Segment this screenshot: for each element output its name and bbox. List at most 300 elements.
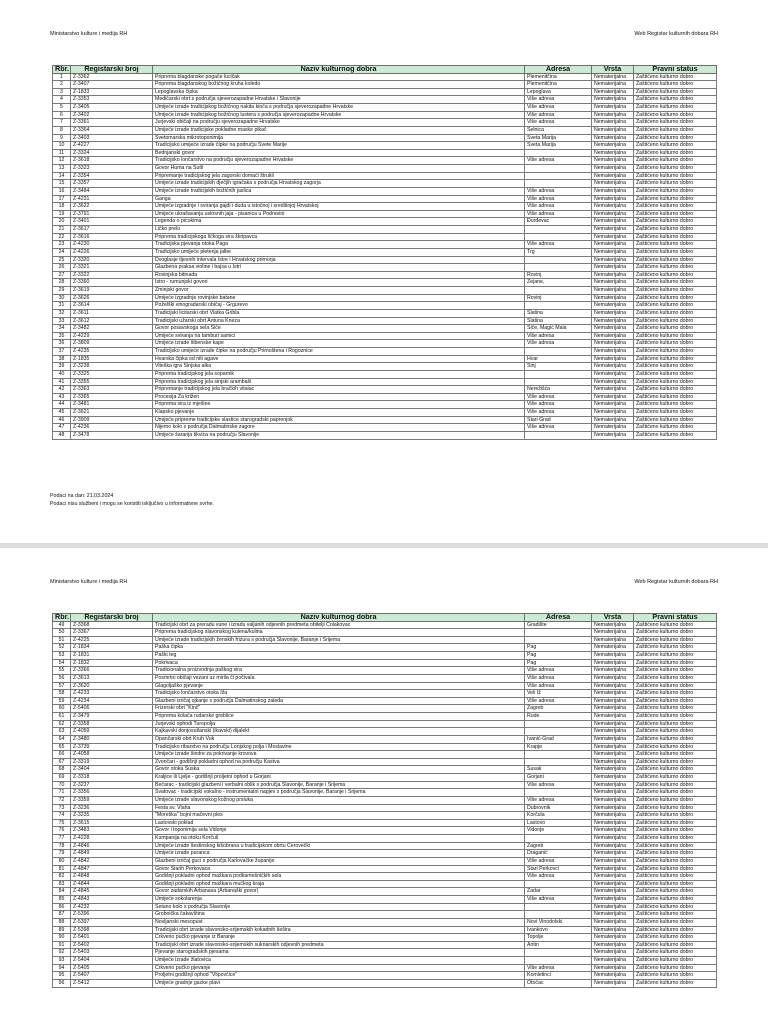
cell-address: Slatina xyxy=(525,317,592,325)
cell-registry-number: Z-3909 xyxy=(71,416,153,424)
cell-registry-number: Z-3482 xyxy=(71,325,153,333)
table-row xyxy=(53,713,717,721)
cell-legal-status: Zaštićeno kulturno dobro xyxy=(634,195,717,203)
cell-address xyxy=(525,264,592,272)
cell-type: Nematerijalna xyxy=(592,690,634,698)
cell-name: Umijeće izrade tradicijskog božićnog lustera s područja sjeverozapadne Hrvatske xyxy=(153,111,525,119)
cell-registry-number: Z-5403 xyxy=(71,949,153,957)
cell-name: Kajkavski donjosutlanski (ikavski) dijalekt xyxy=(153,728,525,736)
cell-type: Nematerijalna xyxy=(592,363,634,371)
cell-address: Gorjani xyxy=(525,774,592,782)
cell-rbr: 46 xyxy=(53,416,71,424)
ministry-name: Ministarstvo kulture i medija RH xyxy=(50,31,128,37)
table-row xyxy=(53,149,717,157)
cell-rbr: 70 xyxy=(53,781,71,789)
cell-rbr: 13 xyxy=(53,165,71,173)
cell-name: Umijeće izrade tradicijskog božićnog nakita kinča s područja sjeverozapadne Hrvatske xyxy=(153,104,525,112)
cell-address: Stari Perkovci xyxy=(525,865,592,873)
cell-rbr: 6 xyxy=(53,111,71,119)
cell-name: Govor Huma na Sutli xyxy=(153,165,525,173)
cell-type: Nematerijalna xyxy=(592,781,634,789)
cell-name: Govor i toponimija sela Vidonje xyxy=(153,827,525,835)
cell-legal-status: Zaštićeno kulturno dobro xyxy=(634,621,717,629)
cell-rbr: 78 xyxy=(53,842,71,850)
cell-legal-status: Zaštićeno kulturno dobro xyxy=(634,949,717,957)
cell-rbr: 62 xyxy=(53,720,71,728)
table-body xyxy=(53,73,717,439)
cell-registry-number: Z-3407 xyxy=(71,81,153,89)
table-row xyxy=(53,758,717,766)
cell-address xyxy=(525,226,592,234)
cell-address: Korčula xyxy=(525,812,592,820)
table-row xyxy=(53,340,717,348)
cell-name: Umijeće izgradnje i sviranja gajdi i duda u istočnoj i središnjoj Hrvatskoj xyxy=(153,203,525,211)
cell-rbr: 79 xyxy=(53,850,71,858)
cell-legal-status: Zaštićeno kulturno dobro xyxy=(634,979,717,987)
cell-registry-number: Z-3619 xyxy=(71,287,153,295)
cell-rbr: 94 xyxy=(53,964,71,972)
cell-registry-number: Z-3235 xyxy=(71,812,153,820)
cell-rbr: 22 xyxy=(53,233,71,241)
cell-address: Više adresa xyxy=(525,796,592,804)
cell-address xyxy=(525,789,592,797)
cell-name: Tradicijsko umijeće izrade čipke na području Svete Marije xyxy=(153,142,525,150)
cell-registry-number: Z-5405 xyxy=(71,964,153,972)
cell-type: Nematerijalna xyxy=(592,378,634,386)
cell-legal-status: Zaštićeno kulturno dobro xyxy=(634,134,717,142)
cell-rbr: 17 xyxy=(53,195,71,203)
cell-registry-number: Z-3483 xyxy=(71,827,153,835)
cell-type: Nematerijalna xyxy=(592,233,634,241)
cell-rbr: 89 xyxy=(53,926,71,934)
cell-registry-number: Z-3361 xyxy=(71,119,153,127)
cell-registry-number: Z-3739 xyxy=(71,743,153,751)
cell-name: Opančarski obrt Kruh Vuk xyxy=(153,735,525,743)
cell-legal-status: Zaštićeno kulturno dobro xyxy=(634,378,717,386)
cell-address: Zagreb xyxy=(525,705,592,713)
cell-rbr: 28 xyxy=(53,279,71,287)
cell-name: Umijeće gradnje gacke plavi xyxy=(153,979,525,987)
cell-legal-status: Zaštićeno kulturno dobro xyxy=(634,271,717,279)
cell-name: Priprema tradicijskog jela soparnik xyxy=(153,370,525,378)
cell-address: Sveta Marija xyxy=(525,142,592,150)
cell-registry-number: Z-3238 xyxy=(71,363,153,371)
cell-name: Priprema blagdanske pogače lucičak xyxy=(153,73,525,81)
cell-legal-status: Zaštićeno kulturno dobro xyxy=(634,172,717,180)
cell-registry-number: Z-3403 xyxy=(71,134,153,142)
cell-rbr: 35 xyxy=(53,332,71,340)
cell-name: Pokrivaca xyxy=(153,659,525,667)
cell-name: Kumpanija na otoku Korčuli xyxy=(153,835,525,843)
cell-rbr: 3 xyxy=(53,88,71,96)
cell-registry-number: Z-3809 xyxy=(71,340,153,348)
cell-address: Lastovo xyxy=(525,819,592,827)
cell-name: Crkveno pučko pjevanje iz Baranje xyxy=(153,934,525,942)
table-row xyxy=(53,926,717,934)
cell-registry-number: Z-3236 xyxy=(71,804,153,812)
cell-type: Nematerijalna xyxy=(592,340,634,348)
cell-registry-number: Z-4843 xyxy=(71,896,153,904)
cell-legal-status: Zaštićeno kulturno dobro xyxy=(634,857,717,865)
cell-address: Vidonje xyxy=(525,827,592,835)
cell-type: Nematerijalna xyxy=(592,111,634,119)
cell-type: Nematerijalna xyxy=(592,96,634,104)
cell-legal-status: Zaštićeno kulturno dobro xyxy=(634,674,717,682)
cell-name: Glagoljaško pjevanje xyxy=(153,682,525,690)
table-row xyxy=(53,644,717,652)
table-row xyxy=(53,796,717,804)
cell-name: Kraljice ili Ljelje - godišnji proljetni ophod u Gorjani xyxy=(153,774,525,782)
cell-type: Nematerijalna xyxy=(592,743,634,751)
table-row xyxy=(53,401,717,409)
table-row xyxy=(53,126,717,134)
cell-address xyxy=(525,431,592,439)
cell-name: Legenda o picokima xyxy=(153,218,525,226)
cell-name: Tradicijsko lončarstvo otoka Iža xyxy=(153,690,525,698)
cell-type: Nematerijalna xyxy=(592,644,634,652)
cell-rbr: 54 xyxy=(53,659,71,667)
cell-name: Priprema tradicijskog slavonskog kulena/kulina xyxy=(153,629,525,637)
cell-name: Šetano kolo s područja Slavonije xyxy=(153,903,525,911)
table-row xyxy=(53,119,717,127)
cell-registry-number: Z-1832 xyxy=(71,659,153,667)
cell-type: Nematerijalna xyxy=(592,195,634,203)
cell-registry-number: Z-3479 xyxy=(71,713,153,721)
cell-type: Nematerijalna xyxy=(592,134,634,142)
cell-address: Više adresa xyxy=(525,896,592,904)
cell-registry-number: Z-3626 xyxy=(71,294,153,302)
table-row xyxy=(53,111,717,119)
cell-rbr: 47 xyxy=(53,424,71,432)
cell-legal-status: Zaštićeno kulturno dobro xyxy=(634,248,717,256)
cell-legal-status: Zaštićeno kulturno dobro xyxy=(634,644,717,652)
cell-registry-number: Z-3318 xyxy=(71,774,153,782)
cell-name: Godišnji pokladni ophod maškara mućkog kraja xyxy=(153,880,525,888)
table-row xyxy=(53,142,717,150)
cell-address: Gradište xyxy=(525,621,592,629)
cell-type: Nematerijalna xyxy=(592,241,634,249)
cell-legal-status: Zaštićeno kulturno dobro xyxy=(634,309,717,317)
cell-address: Stari Grad xyxy=(525,416,592,424)
col-header-address: Adresa xyxy=(525,66,592,74)
cell-address xyxy=(525,287,592,295)
cell-rbr: 83 xyxy=(53,880,71,888)
table-row xyxy=(53,294,717,302)
cell-name: Pripremanje tradicijskog jela zagorski domaći štrukli xyxy=(153,172,525,180)
cell-type: Nematerijalna xyxy=(592,157,634,165)
cell-registry-number: Z-3405 xyxy=(71,104,153,112)
cell-name: Bećarac - tradicijski glazbeni i verbalni oblik s područja Slavonije, Baranje i Srijema xyxy=(153,781,525,789)
cell-registry-number: Z-4849 xyxy=(71,850,153,858)
cell-type: Nematerijalna xyxy=(592,355,634,363)
cell-rbr: 52 xyxy=(53,644,71,652)
cell-type: Nematerijalna xyxy=(592,348,634,356)
col-header-type: Vrsta xyxy=(592,614,634,622)
cell-address: Plemenitčina xyxy=(525,73,592,81)
cell-registry-number: Z-3368 xyxy=(71,621,153,629)
cell-registry-number: Z-1831 xyxy=(71,652,153,660)
cell-name: Poželški vinogradarski običaj - Grgurevo xyxy=(153,302,525,310)
cell-legal-status: Zaštićeno kulturno dobro xyxy=(634,233,717,241)
cell-address: Rovinj xyxy=(525,294,592,302)
cell-registry-number: Z-3363 xyxy=(71,386,153,394)
cell-address: Više adresa xyxy=(525,241,592,249)
cell-address: Žejane, xyxy=(525,279,592,287)
cell-legal-status: Zaštićeno kulturno dobro xyxy=(634,903,717,911)
cell-type: Nematerijalna xyxy=(592,271,634,279)
cell-rbr: 27 xyxy=(53,271,71,279)
cell-registry-number: Z-4058 xyxy=(71,751,153,759)
cell-type: Nematerijalna xyxy=(592,979,634,987)
cell-legal-status: Zaštićeno kulturno dobro xyxy=(634,363,717,371)
table-row xyxy=(53,659,717,667)
cell-type: Nematerijalna xyxy=(592,187,634,195)
cell-name: "Moreška" bojni mačevni ples xyxy=(153,812,525,820)
cell-name: Proljetni godišnji ophod "Vlipovčice" xyxy=(153,972,525,980)
cell-name: Paška čipka xyxy=(153,644,525,652)
cell-legal-status: Zaštićeno kulturno dobro xyxy=(634,325,717,333)
cell-address xyxy=(525,165,592,173)
cell-address: Topolje xyxy=(525,934,592,942)
cell-type: Nematerijalna xyxy=(592,911,634,919)
cell-legal-status: Zaštićeno kulturno dobro xyxy=(634,743,717,751)
cell-rbr: 24 xyxy=(53,248,71,256)
cell-address: Više adresa xyxy=(525,409,592,417)
cell-type: Nematerijalna xyxy=(592,926,634,934)
table-header xyxy=(53,614,717,622)
cell-registry-number: Z-4228 xyxy=(71,835,153,843)
cell-name: Tradicijski licitarski obrt Vlatka Gribla xyxy=(153,309,525,317)
cell-legal-status: Zaštićeno kulturno dobro xyxy=(634,104,717,112)
cell-type: Nematerijalna xyxy=(592,964,634,972)
table-row xyxy=(53,682,717,690)
cell-type: Nematerijalna xyxy=(592,332,634,340)
cell-rbr: 2 xyxy=(53,81,71,89)
cell-registry-number: Z-3622 xyxy=(71,203,153,211)
cell-legal-status: Zaštićeno kulturno dobro xyxy=(634,781,717,789)
cell-type: Nematerijalna xyxy=(592,758,634,766)
cell-type: Nematerijalna xyxy=(592,636,634,644)
table-row xyxy=(53,187,717,195)
table-row xyxy=(53,636,717,644)
cell-type: Nematerijalna xyxy=(592,972,634,980)
cell-address xyxy=(525,949,592,957)
cell-rbr: 21 xyxy=(53,226,71,234)
cell-rbr: 11 xyxy=(53,149,71,157)
cell-legal-status: Zaštićeno kulturno dobro xyxy=(634,972,717,980)
cell-legal-status: Zaštićeno kulturno dobro xyxy=(634,302,717,310)
cell-legal-status: Zaštićeno kulturno dobro xyxy=(634,264,717,272)
cell-type: Nematerijalna xyxy=(592,774,634,782)
cell-address: Krapje xyxy=(525,743,592,751)
cell-registry-number: Z-3367 xyxy=(71,629,153,637)
cell-registry-number: Z-3357 xyxy=(71,180,153,188)
cell-rbr: 67 xyxy=(53,758,71,766)
cell-name: Umijeće izgradnje rovinjske batane xyxy=(153,294,525,302)
cell-name: Tradicijsko umijeće pletenja jalbe xyxy=(153,248,525,256)
cell-legal-status: Zaštićeno kulturno dobro xyxy=(634,682,717,690)
cell-rbr: 38 xyxy=(53,355,71,363)
cell-registry-number: Z-3321 xyxy=(71,264,153,272)
cell-name: Godišnji pokladni ophod maškara podkamešničkih sela xyxy=(153,873,525,881)
cell-type: Nematerijalna xyxy=(592,302,634,310)
cell-legal-status: Zaštićeno kulturno dobro xyxy=(634,789,717,797)
table-row xyxy=(53,172,717,180)
cell-type: Nematerijalna xyxy=(592,873,634,881)
cell-rbr: 37 xyxy=(53,348,71,356)
cell-address: Trg xyxy=(525,248,592,256)
cell-rbr: 50 xyxy=(53,629,71,637)
cell-name: Tradicijsko ribarstvo na području Lonjskog polja i Moslavine xyxy=(153,743,525,751)
cell-legal-status: Zaštićeno kulturno dobro xyxy=(634,332,717,340)
col-header-registry-number: Registarski broj xyxy=(71,66,153,74)
cell-address xyxy=(525,629,592,637)
table-row xyxy=(53,873,717,881)
cell-legal-status: Zaštićeno kulturno dobro xyxy=(634,964,717,972)
table-row xyxy=(53,226,717,234)
table-row xyxy=(53,964,717,972)
cell-address: Zagreb xyxy=(525,842,592,850)
table-row xyxy=(53,766,717,774)
cell-rbr: 43 xyxy=(53,393,71,401)
cell-type: Nematerijalna xyxy=(592,903,634,911)
cell-type: Nematerijalna xyxy=(592,918,634,926)
cell-legal-status: Zaštićeno kulturno dobro xyxy=(634,241,717,249)
cell-legal-status: Zaštićeno kulturno dobro xyxy=(634,652,717,660)
cell-name: Umijeće izrade šindre za pokrivanje krovova xyxy=(153,751,525,759)
cell-legal-status: Zaštićeno kulturno dobro xyxy=(634,126,717,134)
cell-registry-number: Z-3613 xyxy=(71,674,153,682)
cell-registry-number: Z-4059 xyxy=(71,728,153,736)
cell-registry-number: Z-4225 xyxy=(71,636,153,644)
cell-legal-status: Zaštićeno kulturno dobro xyxy=(634,73,717,81)
cell-registry-number: Z-5406 xyxy=(71,705,153,713)
cell-name: Priprema sira iz mješine xyxy=(153,401,525,409)
cell-type: Nematerijalna xyxy=(592,705,634,713)
cell-address: Više adresa xyxy=(525,781,592,789)
cell-rbr: 59 xyxy=(53,697,71,705)
cell-legal-status: Zaštićeno kulturno dobro xyxy=(634,256,717,264)
cell-name: Umijeće izrade šibenske kape xyxy=(153,340,525,348)
cell-type: Nematerijalna xyxy=(592,218,634,226)
cell-rbr: 19 xyxy=(53,210,71,218)
cell-address: Komletinci xyxy=(525,972,592,980)
table-row xyxy=(53,370,717,378)
cell-name: Umijeće izrade žlatovica xyxy=(153,957,525,965)
cell-legal-status: Zaštićeno kulturno dobro xyxy=(634,690,717,698)
cell-name: Umijeće šaranja tikvica na području Slavonije xyxy=(153,431,525,439)
table-row xyxy=(53,256,717,264)
cell-registry-number: Z-4845 xyxy=(71,888,153,896)
cell-legal-status: Zaštićeno kulturno dobro xyxy=(634,226,717,234)
cell-name: Umijeće sviranja na tamburi samici xyxy=(153,332,525,340)
table-row xyxy=(53,804,717,812)
cell-registry-number: Z-3614 xyxy=(71,302,153,310)
cell-legal-status: Zaštićeno kulturno dobro xyxy=(634,279,717,287)
cell-rbr: 16 xyxy=(53,187,71,195)
cell-name: Tradicijski užarski obrt Antuna Kneza xyxy=(153,317,525,325)
cell-type: Nematerijalna xyxy=(592,842,634,850)
table-row xyxy=(53,271,717,279)
table-row xyxy=(53,652,717,660)
cell-address xyxy=(525,758,592,766)
cell-registry-number: Z-1833 xyxy=(71,88,153,96)
cell-type: Nematerijalna xyxy=(592,652,634,660)
cell-address xyxy=(525,720,592,728)
cell-name: Govor zadarskih Arbanasa (Arbanaški govor) xyxy=(153,888,525,896)
cell-address xyxy=(525,911,592,919)
cell-registry-number: Z-3320 xyxy=(71,256,153,264)
cell-registry-number: Z-4848 xyxy=(71,873,153,881)
cell-legal-status: Zaštićeno kulturno dobro xyxy=(634,819,717,827)
cell-address xyxy=(525,348,592,356)
cell-address: Nerežišća xyxy=(525,386,592,394)
cell-rbr: 86 xyxy=(53,903,71,911)
cell-legal-status: Zaštićeno kulturno dobro xyxy=(634,149,717,157)
cell-type: Nematerijalna xyxy=(592,888,634,896)
cell-name: Pripremanje tradicijskog jela bračkih vitalac xyxy=(153,386,525,394)
cell-type: Nematerijalna xyxy=(592,949,634,957)
table-row xyxy=(53,819,717,827)
cell-type: Nematerijalna xyxy=(592,896,634,904)
cell-rbr: 65 xyxy=(53,743,71,751)
col-header-registry-number: Registarski broj xyxy=(71,614,153,622)
cell-name: Svetomarska mikrotoponimija xyxy=(153,134,525,142)
table-row xyxy=(53,233,717,241)
cell-legal-status: Zaštićeno kulturno dobro xyxy=(634,705,717,713)
table-row xyxy=(53,812,717,820)
cell-address xyxy=(525,957,592,965)
cell-rbr: 69 xyxy=(53,774,71,782)
cell-rbr: 34 xyxy=(53,325,71,333)
cell-rbr: 23 xyxy=(53,241,71,249)
table-row xyxy=(53,180,717,188)
table-row xyxy=(53,104,717,112)
cell-registry-number: Z-3360 xyxy=(71,279,153,287)
cell-name: Glazbeni izričaj guci s područja Karlovačke županije xyxy=(153,857,525,865)
cell-registry-number: Z-3615 xyxy=(71,819,153,827)
cell-legal-status: Zaštićeno kulturno dobro xyxy=(634,659,717,667)
cell-registry-number: Z-4236 xyxy=(71,424,153,432)
cell-type: Nematerijalna xyxy=(592,720,634,728)
cell-rbr: 90 xyxy=(53,934,71,942)
cell-rbr: 93 xyxy=(53,957,71,965)
cell-legal-status: Zaštićeno kulturno dobro xyxy=(634,424,717,432)
cell-address: Više adresa xyxy=(525,393,592,401)
cell-registry-number: Z-3620 xyxy=(71,682,153,690)
cell-name: Nijemo kolo s područja Dalmatinske zagore xyxy=(153,424,525,432)
cell-registry-number: Z-4842 xyxy=(71,857,153,865)
cell-legal-status: Zaštićeno kulturno dobro xyxy=(634,720,717,728)
cell-rbr: 5 xyxy=(53,104,71,112)
cell-type: Nematerijalna xyxy=(592,957,634,965)
cell-registry-number: Z-4232 xyxy=(71,903,153,911)
cell-type: Nematerijalna xyxy=(592,149,634,157)
cell-rbr: 58 xyxy=(53,690,71,698)
cell-registry-number: Z-5398 xyxy=(71,926,153,934)
cell-rbr: 18 xyxy=(53,203,71,211)
table-row xyxy=(53,393,717,401)
cell-registry-number: Z-4230 xyxy=(71,241,153,249)
cell-name: Tradicionalna proizvodnja paškog sira xyxy=(153,667,525,675)
cell-type: Nematerijalna xyxy=(592,165,634,173)
table-row xyxy=(53,918,717,926)
cell-legal-status: Zaštićeno kulturno dobro xyxy=(634,918,717,926)
cell-registry-number: Z-3364 xyxy=(71,126,153,134)
table-row xyxy=(53,165,717,173)
cell-rbr: 60 xyxy=(53,705,71,713)
cell-name: Posmrtni običaji vezani uz mirila či počivala xyxy=(153,674,525,682)
